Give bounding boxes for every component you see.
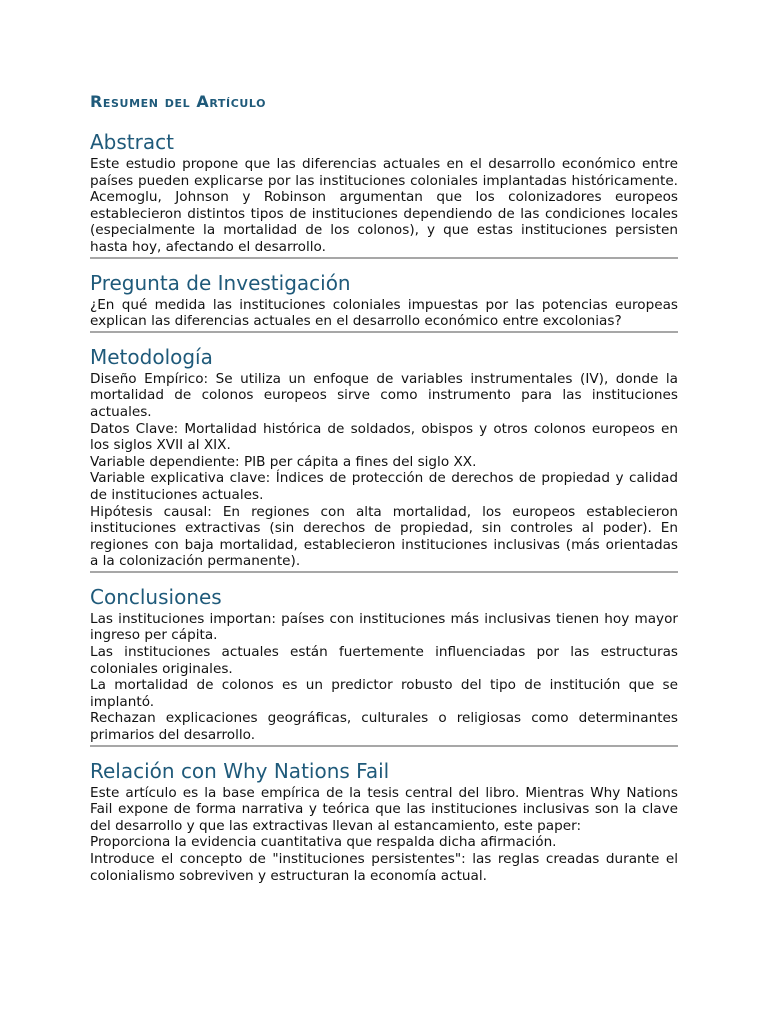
section-divider: [90, 331, 678, 333]
document-title: Resumen del Artículo: [90, 92, 267, 111]
paragraph: Diseño Empírico: Se utiliza un enfoque de variables instrumentales (IV), donde la mortalidad de colonos europeos sirve como instrumento para las instituciones actuales.: [90, 370, 678, 420]
paragraph: Datos Clave: Mortalidad histórica de soldados, obispos y otros colonos europeos en los siglos XVII al XIX.: [90, 420, 678, 454]
section-body: [90, 371, 678, 570]
paragraph: Este artículo es la base empírica de la tesis central del libro. Mientras Why Nations Fail expone de forma narrativa y teórica que las instituciones inclusivas son la clave del desarrollo y que las extractivas llevan al estancamiento, este paper:: [90, 784, 678, 834]
paragraph: Introduce el concepto de "instituciones persistentes": las reglas creadas durante el colonialismo sobreviven y estructuran la economía actual.: [90, 851, 678, 884]
section-heading: Metodología: [90, 344, 213, 369]
section-body: [90, 297, 678, 330]
section-heading: Conclusiones: [90, 584, 222, 609]
paragraph: Este estudio propone que las diferencias actuales en el desarrollo económico entre países pueden explicarse por las instituciones coloniales implantadas históricamente. Acemoglu, Johnson y Robinson argumentan que los colonizadores europeos establecieron distintos tipos de instituciones dependiendo de las condiciones locales (especialmente la mortalidad de los colonos), y que estas instituciones persisten hasta hoy, afectando el desarrollo.: [90, 156, 678, 255]
section-abstract: [90, 130, 678, 259]
section-relation-book: [90, 759, 678, 885]
section-body: [90, 785, 678, 885]
section-divider: [90, 257, 678, 259]
section-divider: [90, 745, 678, 747]
paragraph: La mortalidad de colonos es un predictor robusto del tipo de institución que se implantó.: [90, 677, 678, 710]
section-body: [90, 611, 678, 744]
paragraph: Las instituciones actuales están fuertemente influenciadas por las estructuras coloniales originales.: [90, 644, 678, 677]
section-divider: [90, 571, 678, 573]
paragraph: Variable dependiente: PIB per cápita a fines del siglo XX.: [90, 453, 477, 470]
section-conclusions: [90, 585, 678, 747]
paragraph: Hipótesis causal: En regiones con alta mortalidad, los europeos establecieron instituciones extractivas (sin derechos de propiedad, sin controles al poder). En regiones con baja mortalidad, establecieron instituciones inclusivas (más orientadas a la colonización permanente).: [90, 503, 678, 570]
section-body: [90, 156, 678, 256]
paragraph: Variable explicativa clave: Índices de protección de derechos de propiedad y calidad de instituciones actuales.: [90, 470, 678, 503]
section-heading: Abstract: [90, 130, 174, 154]
section-methodology: [90, 345, 678, 573]
paragraph: Las instituciones importan: países con instituciones más inclusivas tienen hoy mayor ingreso per cápita.: [90, 610, 678, 644]
paragraph: Rechazan explicaciones geográficas, culturales o religiosas como determinantes primarios del desarrollo.: [90, 710, 678, 744]
section-heading: Relación con Why Nations Fail: [90, 758, 390, 783]
section-research-question: [90, 271, 678, 333]
document-page: [90, 92, 678, 896]
paragraph: Proporciona la evidencia cuantitativa que respalda dicha afirmación.: [90, 834, 557, 851]
paragraph: ¿En qué medida las instituciones coloniales impuestas por las potencias europeas explican las diferencias actuales en el desarrollo económico entre excolonias?: [90, 296, 678, 330]
section-heading: Pregunta de Investigación: [90, 270, 351, 295]
